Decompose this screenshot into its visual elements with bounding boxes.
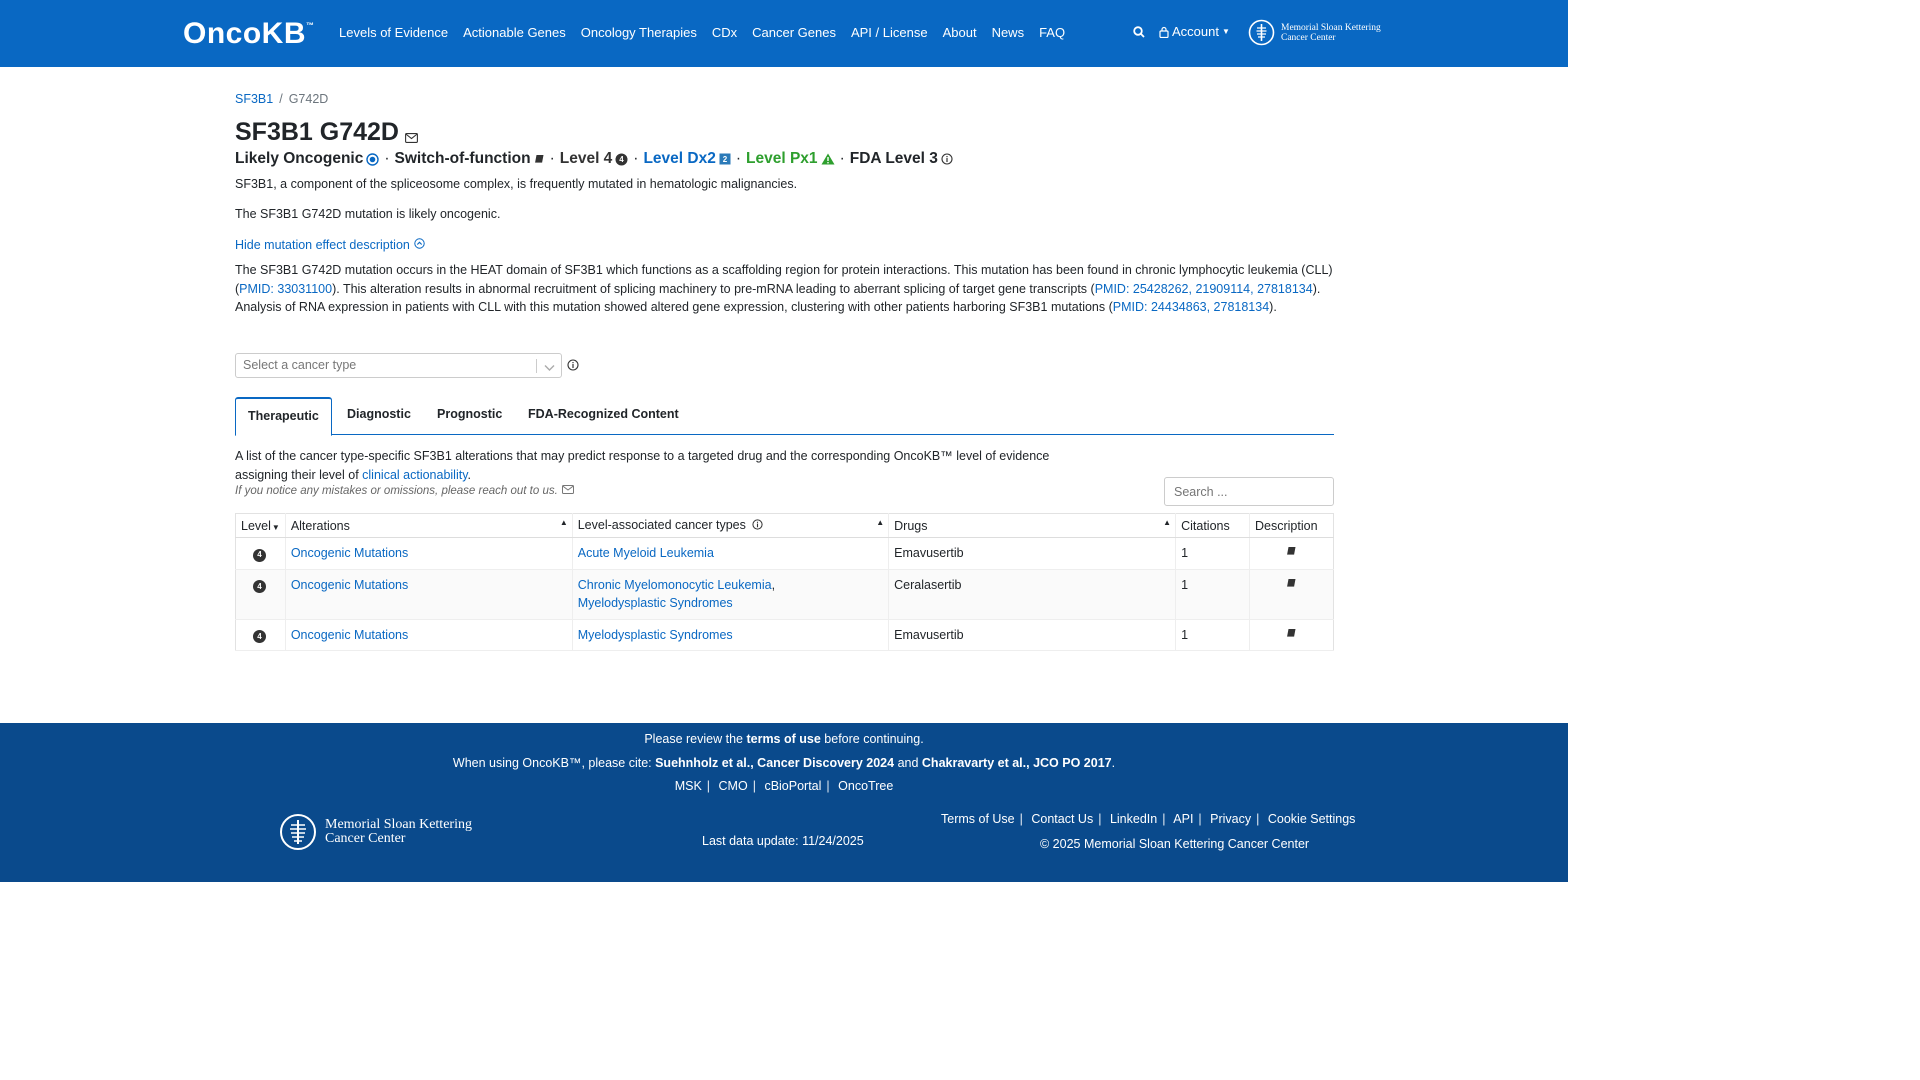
tab-diagnostic[interactable]: Diagnostic [347, 407, 411, 421]
nav-api-license[interactable]: API / License [850, 25, 928, 40]
book-icon[interactable] [1286, 628, 1297, 642]
footer-link-cmo[interactable]: CMO [718, 779, 748, 793]
msk-emblem-icon [279, 812, 317, 852]
col-level-header[interactable]: Level▼ [236, 514, 286, 538]
envelope-icon[interactable] [405, 121, 418, 150]
level-dx2-badge [719, 153, 731, 165]
drug-cell: Emavusertib [889, 538, 1176, 570]
footer-link-privacy[interactable]: Privacy [1210, 812, 1252, 826]
msk-logo[interactable]: Memorial Sloan Kettering Cancer Center [1248, 19, 1381, 46]
msk-emblem-icon [1248, 19, 1275, 46]
page-title-row [235, 114, 418, 150]
terms-notice: Please review the terms of use before continuing. [644, 732, 924, 746]
table-row [236, 538, 1334, 570]
select-divider [536, 359, 537, 373]
info-icon[interactable] [567, 359, 579, 374]
pmid-link[interactable]: PMID: 33031100 [239, 281, 333, 296]
footer-link-msk[interactable]: MSK [674, 779, 702, 793]
variant-summary: The SF3B1 G742D mutation is likely oncogenic. [235, 207, 501, 221]
search-icon[interactable] [1133, 26, 1145, 38]
level-cell [236, 569, 286, 619]
citation-notice: When using OncoKB™, please cite: Suehnholz et al., Cancer Discovery 2024 and Chakravarty et al., JCO PO 2017. [452, 756, 1116, 770]
cancer-type-select[interactable]: Select a cancer type [235, 353, 562, 378]
footer-msk-logo[interactable]: Memorial Sloan Kettering Cancer Center [279, 812, 472, 852]
mutation-effect-label: Switch-of-function [394, 150, 531, 167]
col-cancer-types-header[interactable]: Level-associated cancer types ▲ [572, 514, 888, 538]
tab-prognostic[interactable]: Prognostic [437, 407, 503, 421]
oncokb-logo[interactable]: OncoKB ™ [183, 17, 315, 50]
evidence-tabs [235, 397, 1334, 435]
chevron-up-circle-icon [414, 238, 425, 252]
col-alterations-header[interactable]: Alterations ▲ [285, 514, 572, 538]
book-icon[interactable] [534, 154, 545, 165]
therapeutic-level-label: Level 4 [559, 150, 613, 167]
cancer-type-link[interactable]: Chronic Myelomonocytic Leukemia [577, 577, 772, 592]
diagnostic-level-label[interactable]: Level Dx2 [643, 150, 716, 167]
description-cell [1250, 619, 1334, 651]
book-icon[interactable] [1286, 546, 1297, 560]
level-4-badge: 4 [253, 630, 266, 643]
mutation-effect-toggle[interactable]: Hide mutation effect description [235, 238, 425, 252]
table-row: 4 Oncogenic Mutations Chronic Myelomonocytic Leukemia, Myelodysplastic Syndromes Ceralasertib 1 [236, 569, 1334, 619]
nav-news[interactable]: News [991, 25, 1025, 40]
footer-right-links: Terms of Use | Contact Us | LinkedIn | API | Privacy | Cookie Settings [941, 812, 1356, 826]
drug-cell: Emavusertib [889, 619, 1176, 651]
table-header-row [236, 514, 1334, 538]
level-cell [236, 538, 286, 570]
lock-icon [1159, 26, 1169, 38]
pmid-link[interactable]: PMID: 24434863, 27818134 [1112, 300, 1270, 314]
description-cell [1250, 569, 1334, 619]
col-description-header: Description [1250, 514, 1334, 538]
footer-link-oncotree[interactable]: OncoTree [838, 779, 894, 793]
nav-cancer-genes[interactable]: Cancer Genes [752, 25, 836, 40]
cancer-type-link[interactable]: Acute Myeloid Leukemia [577, 546, 714, 560]
footer-link-cbioportal[interactable]: cBioPortal [764, 779, 822, 793]
level-4-badge [615, 153, 628, 166]
tab-fda-recognized-content[interactable]: FDA-Recognized Content [528, 407, 679, 421]
cancer-type-link[interactable]: Myelodysplastic Syndromes [577, 596, 733, 610]
warning-triangle-icon [821, 153, 835, 165]
nav-oncology-therapies[interactable]: Oncology Therapies [580, 25, 697, 40]
prognostic-level-label[interactable]: Level Px1 [746, 150, 818, 167]
svg-text:4: 4 [619, 154, 625, 164]
drug-cell: Ceralasertib [889, 569, 1176, 619]
footer-link-contact[interactable]: Contact Us [1031, 812, 1094, 826]
nav-actionable-genes[interactable]: Actionable Genes [463, 25, 566, 40]
citations-cell[interactable]: 1 [1176, 569, 1250, 619]
fda-level-label: FDA Level 3 [849, 150, 938, 167]
alteration-link[interactable]: Oncogenic Mutations [290, 577, 409, 592]
nav-cdx[interactable]: CDx [711, 25, 738, 40]
page-title: SF3B1 G742D [235, 117, 399, 146]
mutation-effect-description: The SF3B1 G742D mutation occurs in the HEAT domain of SF3B1 which functions as a scaffolding region for protein interactions. This mutation has been found in chronic lymphocytic leukemia (CLL) (PMID: 33031100). This alteration results in abnormal recruitment of splicing machinery to pre-mRNA leading to aberrant splicing of target gene transcripts (PMID: 25428262, 21909114, 27818134). Analysis of RNA expression in patients with CLL with this mutation showed altered gene expression, clustering with other patients harboring SF3B1 mutations (PMID: 24434863, 27818134). [235, 263, 1333, 314]
table-search-input[interactable] [1164, 477, 1334, 506]
sort-up-icon: ▲ [1163, 518, 1172, 527]
alteration-link[interactable]: Oncogenic Mutations [290, 627, 409, 642]
footer-link-linkedin[interactable]: LinkedIn [1109, 812, 1158, 826]
page-footer [0, 723, 1568, 882]
citation-link[interactable]: Suehnholz et al., Cancer Discovery 2024 [655, 756, 895, 770]
account-menu[interactable]: Account ▼ [1159, 24, 1230, 39]
envelope-icon[interactable] [562, 485, 574, 497]
svg-text:2: 2 [722, 155, 728, 164]
last-data-update: Last data update: 11/24/2025 [702, 834, 864, 848]
main-nav [339, 25, 1065, 40]
level-4-badge: 4 [253, 580, 266, 593]
info-icon[interactable] [752, 519, 763, 533]
therapeutic-intro: A list of the cancer type-specific SF3B1 alterations that may predict response to a targeted drug and the corresponding OncoKB™ level of evidence assigning their level of clinical actionability. [235, 449, 1050, 482]
tab-therapeutic[interactable]: Therapeutic [235, 397, 332, 436]
col-citations-header[interactable]: Citations [1176, 514, 1250, 538]
caret-down-icon: ▼ [1221, 27, 1230, 36]
info-icon[interactable] [941, 153, 953, 165]
citations-cell[interactable]: 1 [1176, 538, 1250, 570]
alteration-link[interactable]: Oncogenic Mutations [290, 546, 409, 560]
sort-up-icon: ▲ [559, 518, 568, 527]
oncogenicity-label: Likely Oncogenic [235, 150, 364, 167]
feedback-note: If you notice any mistakes or omissions, please reach out to us. [235, 485, 574, 497]
pmid-link[interactable]: PMID: 25428262, 21909114, 27818134 [1094, 281, 1313, 296]
therapeutic-table [235, 513, 1334, 651]
oncogenic-icon [366, 153, 379, 166]
level-4-badge: 4 [253, 549, 266, 562]
description-cell [1250, 538, 1334, 570]
book-icon[interactable] [1286, 578, 1297, 592]
level-cell [236, 619, 286, 651]
footer-link-terms[interactable]: Terms of Use [941, 812, 1015, 826]
citation-link[interactable]: Chakravarty et al., JCO PO 2017 [921, 756, 1112, 770]
nav-faq[interactable]: FAQ [1039, 25, 1066, 40]
breadcrumb-separator: / [279, 92, 283, 106]
clinical-actionability-link[interactable]: clinical actionability [362, 467, 468, 482]
partner-links: MSK | CMO | cBioPortal | OncoTree [674, 779, 894, 793]
copyright: © 2025 Memorial Sloan Kettering Cancer Center [1040, 837, 1310, 851]
footer-link-api[interactable]: API [1173, 812, 1194, 826]
annotation-summary: Likely Oncogenic · Switch-of-function · Level 4 4 · Level Dx2 2 · Level Px1 · FDA Level 3 [235, 150, 953, 168]
terms-of-use-link[interactable]: terms of use [746, 732, 821, 746]
gene-summary: SF3B1, a component of the spliceosome complex, is frequently mutated in hematologic malignancies. [235, 177, 798, 191]
sort-down-icon: ▼ [271, 522, 280, 532]
top-navbar [0, 0, 1568, 67]
breadcrumb-alteration: G742D [288, 92, 329, 106]
citations-cell[interactable]: 1 [1176, 619, 1250, 651]
chevron-down-icon[interactable] [544, 361, 555, 375]
breadcrumb [235, 92, 328, 106]
nav-levels-of-evidence[interactable]: Levels of Evidence [339, 25, 449, 40]
table-row [236, 619, 1334, 651]
col-drugs-header[interactable]: Drugs ▲ [889, 514, 1176, 538]
nav-about[interactable]: About [942, 25, 977, 40]
footer-link-cookie-settings[interactable]: Cookie Settings [1267, 812, 1356, 826]
sort-up-icon: ▲ [876, 518, 885, 527]
breadcrumb-gene-link[interactable]: SF3B1 [235, 92, 274, 106]
cancer-type-link[interactable]: Myelodysplastic Syndromes [577, 627, 733, 642]
